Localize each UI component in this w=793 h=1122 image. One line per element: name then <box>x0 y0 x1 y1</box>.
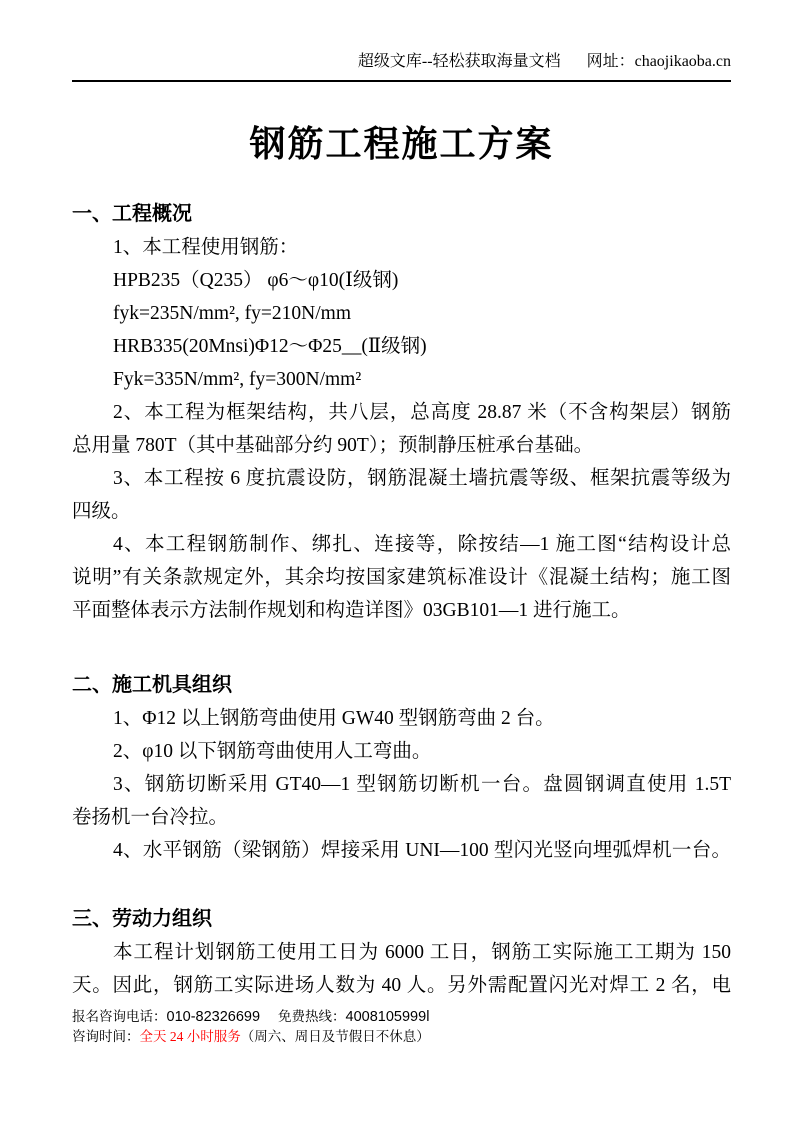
service-time-label: 咨询时间： <box>72 1029 140 1044</box>
text-line: 说明”有关条款规定外，其余均按国家建筑标准设计《混凝土结构；施工图 <box>72 567 731 588</box>
text-line: 4、水平钢筋（梁钢筋）焊接采用 UNI—100 型闪光竖向埋弧焊机一台。 <box>113 840 731 861</box>
text-line: 四级。 <box>72 501 131 522</box>
text-line: 本工程计划钢筋工使用工日为 6000 工日，钢筋工实际施工工期为 150 <box>113 942 731 963</box>
text-line: 1、Φ12 以上钢筋弯曲使用 GW40 型钢筋弯曲 2 台。 <box>113 708 555 729</box>
section-1-heading: 一、工程概况 <box>72 203 192 225</box>
text-line: 2、本工程为框架结构，共八层，总高度 28.87 米（不含构架层）钢筋 <box>113 402 731 423</box>
section-project-overview <box>72 198 731 627</box>
text-line: 3、本工程按 6 度抗震设防，钢筋混凝土墙抗震等级、框架抗震等级为 <box>113 468 731 489</box>
header-slogan: 超级文库--轻松获取海量文档 <box>357 53 561 70</box>
text-line: 2、φ10 以下钢筋弯曲使用人工弯曲。 <box>113 741 432 762</box>
section-3-heading: 三、劳动力组织 <box>72 908 212 930</box>
footer-service-time-line <box>72 1027 731 1046</box>
text-line: fyk=235N/mm², fy=210N/mm <box>113 303 351 324</box>
page-header <box>72 50 731 82</box>
text-line: HPB235（Q235） φ6～φ10(Ⅰ级钢) <box>113 270 399 291</box>
text-line: 1、本工程使用钢筋： <box>113 237 299 258</box>
phone-label: 报名咨询电话： <box>72 1009 167 1024</box>
text-line: 总用量 780T（其中基础部分约 90T）；预制静压桩承台基础。 <box>72 435 594 456</box>
service-time-highlight: 全天 24 小时服务 <box>139 1029 241 1044</box>
page-footer <box>72 1007 731 1046</box>
footer-contact-line <box>72 1007 731 1027</box>
text-line: HRB335(20Mnsi)Φ12～Φ25__(Ⅱ级钢) <box>113 336 427 357</box>
header-url: 网址：chaojikaoba.cn <box>586 53 731 70</box>
hotline-number: 4008105999l <box>345 1009 430 1025</box>
section-2-heading: 二、施工机具组织 <box>72 674 232 696</box>
section-machinery <box>72 669 731 867</box>
text-line: 3、钢筋切断采用 GT40—1 型钢筋切断机一台。盘圆钢调直使用 1.5T <box>113 774 731 795</box>
phone-number: 010-82326699 <box>166 1009 261 1025</box>
section-labor <box>72 903 731 1002</box>
text-line: Fyk=335N/mm², fy=300N/mm² <box>113 369 362 390</box>
text-line: 平面整体表示方法制作规划和构造详图》03GB101—1 进行施工。 <box>72 600 631 621</box>
text-line: 卷扬机一台冷拉。 <box>72 807 229 828</box>
text-line: 天。因此，钢筋工实际进场人数为 40 人。另外需配置闪光对焊工 2 名，电 <box>72 975 731 996</box>
service-time-note: （周六、周日及节假日不休息） <box>240 1029 430 1044</box>
hotline-label: 免费热线： <box>278 1009 346 1024</box>
text-line: 4、本工程钢筋制作、绑扎、连接等，除按结—1 施工图“结构设计总 <box>113 534 731 555</box>
page-title: 钢筋工程施工方案 <box>249 124 554 164</box>
